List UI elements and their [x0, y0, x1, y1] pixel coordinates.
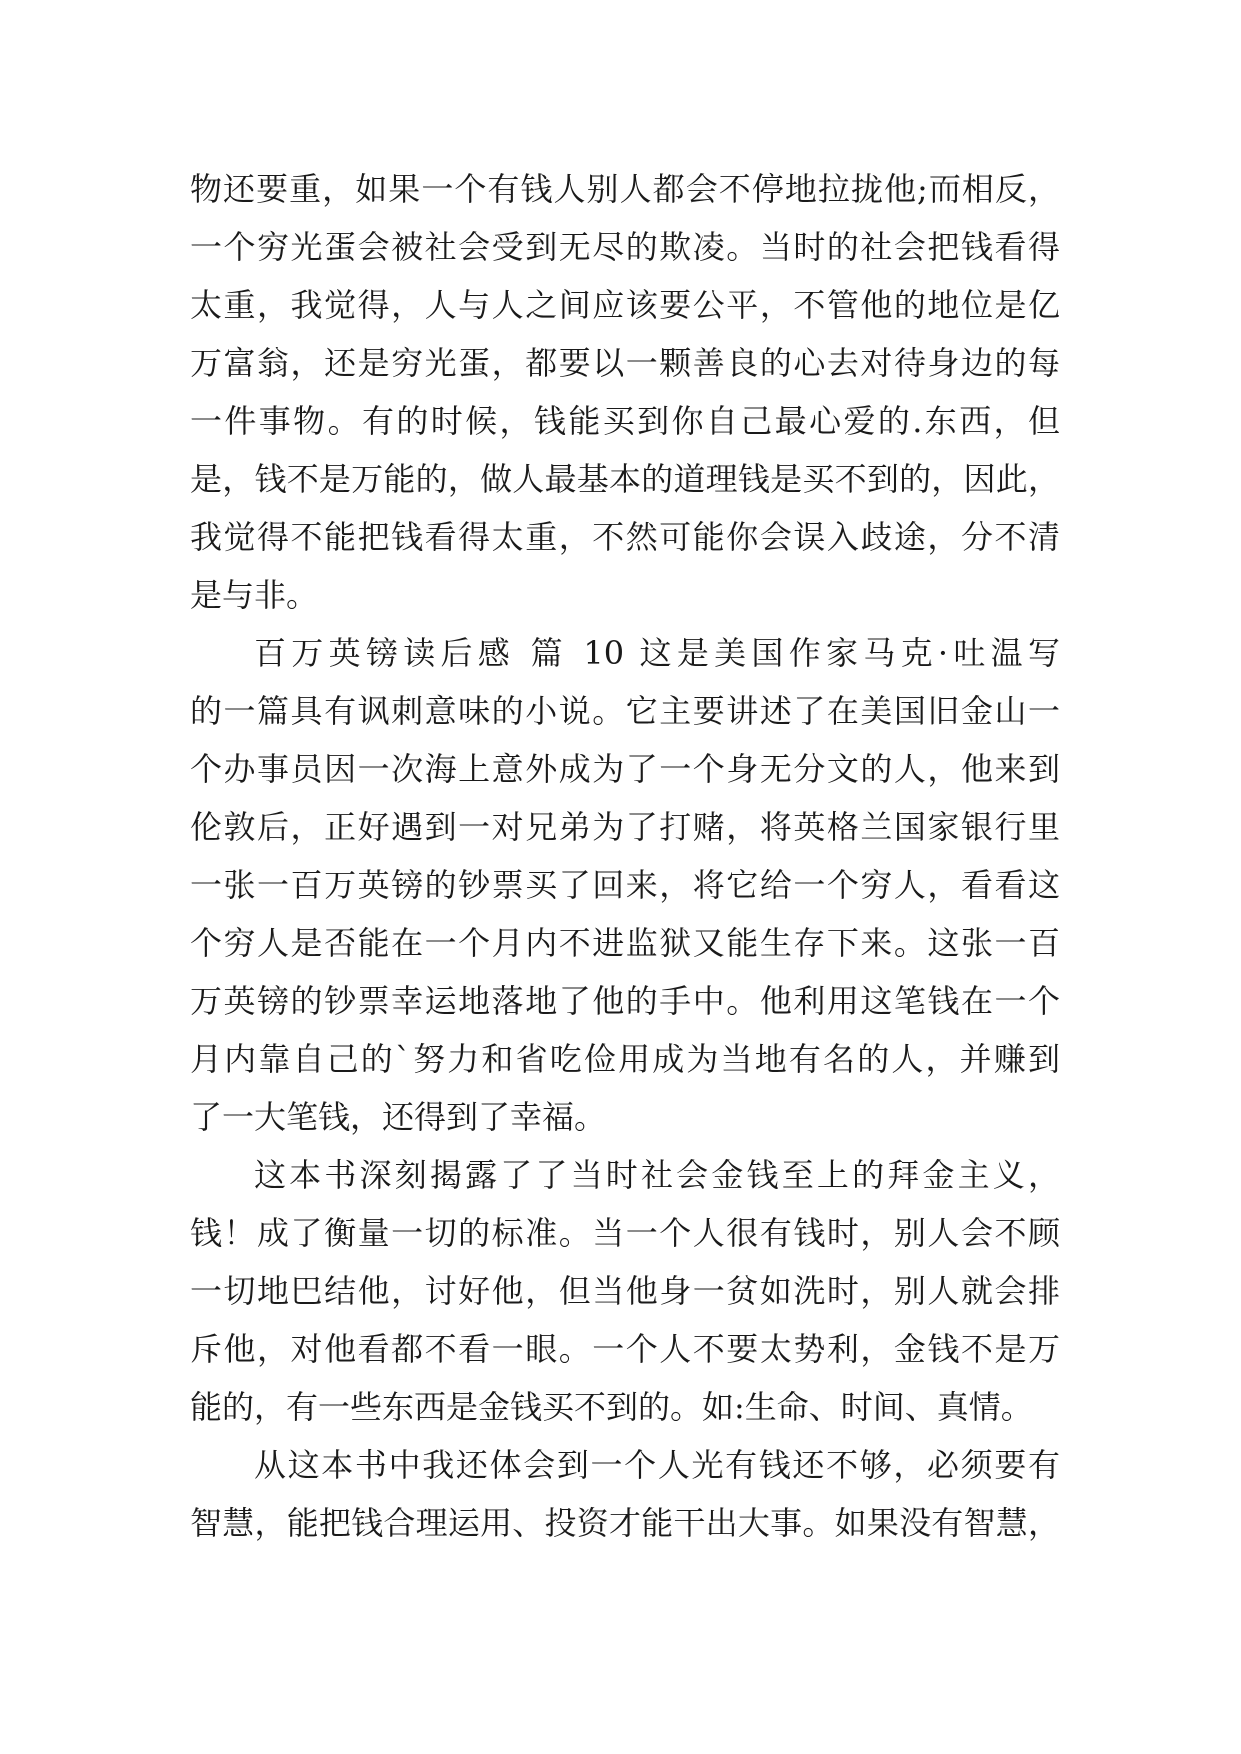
text-line: 斥他，对他看都不看一眼。一个人不要太势利，金钱不是万: [190, 1330, 1060, 1368]
text-line: 一个穷光蛋会被社会受到无尽的欺凌。当时的社会把钱看得: [190, 228, 1060, 266]
text-line: 万英镑的钞票幸运地落地了他的手中。他利用这笔钱在一个: [190, 982, 1060, 1020]
text-line: 是与非。: [190, 576, 319, 614]
text-line: 一件事物。有的时候，钱能买到你自己最心爱的.东西，但: [190, 402, 1060, 440]
text-line: 万富翁，还是穷光蛋，都要以一颗善良的心去对待身边的每: [190, 344, 1060, 382]
text-line: 太重，我觉得，人与人之间应该要公平，不管他的地位是亿: [190, 286, 1060, 324]
text-line: 月内靠自己的`努力和省吃俭用成为当地有名的人，并赚到: [190, 1040, 1060, 1078]
text-line: 一张一百万英镑的钞票买了回来，将它给一个穷人，看看这: [190, 866, 1060, 904]
text-line: 个穷人是否能在一个月内不进监狱又能生存下来。这张一百: [190, 924, 1060, 962]
text-line: 伦敦后，正好遇到一对兄弟为了打赌，将英格兰国家银行里: [190, 808, 1060, 846]
text-line: 了一大笔钱，还得到了幸福。: [190, 1098, 607, 1136]
text-line: 物还要重，如果一个有钱人别人都会不停地拉拢他;而相反，: [190, 170, 1060, 208]
text-line: 能的，有一些东西是金钱买不到的。如:生命、时间、真情。: [190, 1388, 1033, 1426]
document-body: [190, 160, 1060, 1552]
text-line: 智慧，能把钱合理运用、投资才能干出大事。如果没有智慧，: [190, 1504, 1060, 1542]
section-heading-line: 百万英镑读后感 篇 10 这是美国作家马克·吐温写: [254, 634, 1060, 672]
text-line: 这本书深刻揭露了了当时社会金钱至上的拜金主义，: [254, 1156, 1060, 1194]
text-line: 一切地巴结他，讨好他，但当他身一贫如洗时，别人就会排: [190, 1272, 1060, 1310]
text-line: 从这本书中我还体会到一个人光有钱还不够，必须要有: [254, 1446, 1060, 1484]
text-line: 钱！成了衡量一切的标准。当一个人很有钱时，别人会不顾: [190, 1214, 1060, 1252]
text-line: 个办事员因一次海上意外成为了一个身无分文的人，他来到: [190, 750, 1060, 788]
text-line: 是，钱不是万能的，做人最基本的道理钱是买不到的，因此，: [190, 460, 1060, 498]
text-line: 的一篇具有讽刺意味的小说。它主要讲述了在美国旧金山一: [190, 692, 1060, 730]
text-line: 我觉得不能把钱看得太重，不然可能你会误入歧途，分不清: [190, 518, 1060, 556]
